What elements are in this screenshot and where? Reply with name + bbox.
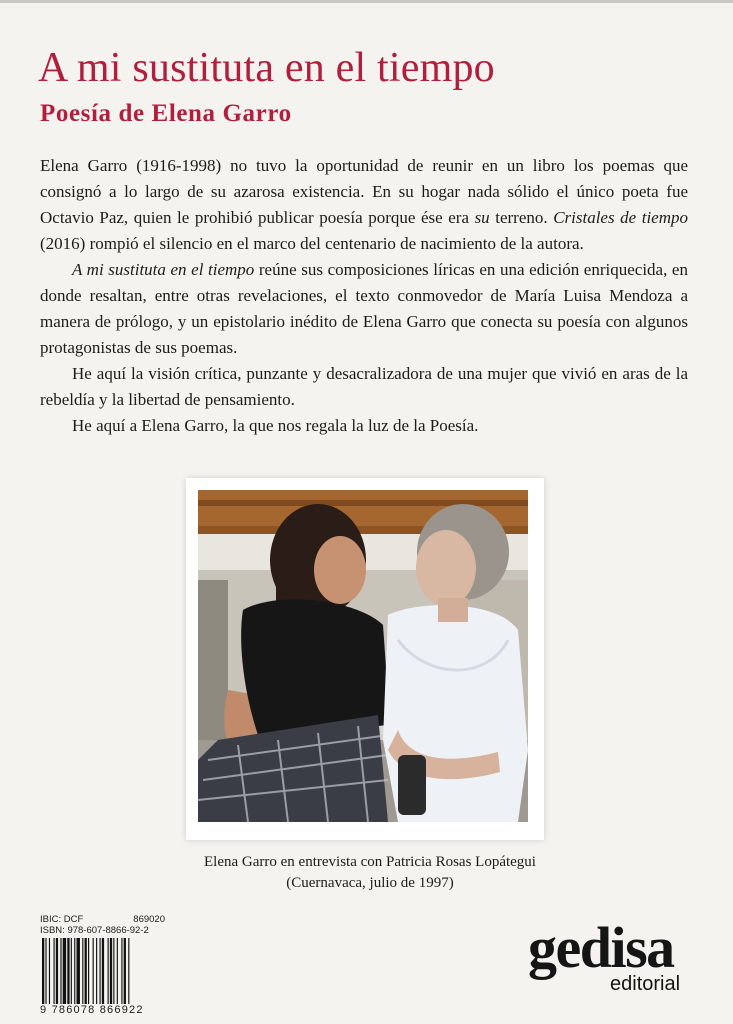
photo-caption (150, 852, 590, 894)
blurb-paragraph-2: A mi sustituta en el tiempo reúne sus composiciones líricas en una edición enriquecida, en donde resaltan, entre otras revelaciones, el texto conmovedor de María Luisa Mendoza a manera de prólogo, y un epistolario inédito de Elena Garro que conecta su poesía con algunos protagonistas de sus poemas. (40, 260, 688, 357)
author-photo (198, 490, 528, 822)
ibic-label: IBIC: DCF (40, 914, 84, 925)
publisher-subtitle: editorial (610, 973, 681, 995)
blurb-paragraph-1: Elena Garro (1916-1998) no tuvo la oportunidad de reunir en un libro los poemas que consignó a lo largo de su azarosa existencia. En su hogar nada sólido el único poeta fue Octavio Paz, quien le prohibió publicar poesía porque ése era su terreno. Cristales de tiempo (2016) rompió el silencio en el marco del centenario de nacimiento de la autora. (40, 156, 689, 253)
barcode-digits: 9 786078 866922 (40, 1004, 144, 1016)
blurb-paragraph-3: He aquí la visión crítica, punzante y desacralizadora de una mujer que vivió en aras de la rebeldía y la libertad de pensamiento. (40, 364, 688, 409)
caption-line-1: Elena Garro en entrevista con Patricia Rosas Lopátegui (204, 854, 536, 870)
blurb-paragraph-4: He aquí a Elena Garro, la que nos regala la luz de la Poesía. (72, 416, 479, 435)
top-edge (0, 0, 733, 3)
book-title: A mi sustituta en el tiempo (38, 45, 495, 91)
book-subtitle: Poesía de Elena Garro (40, 100, 292, 127)
barcode-icon (40, 938, 165, 1004)
caption-line-2: (Cuernavaca, julio de 1997) (286, 875, 454, 891)
publisher-logo: gedisa (528, 915, 674, 980)
blurb-text (40, 153, 688, 439)
ibic-code: 869020 (133, 914, 165, 925)
isbn-text: ISBN: 978-607-8866-92-2 (40, 925, 149, 936)
photo-frame (186, 478, 544, 840)
book-codes (40, 914, 165, 936)
ibic-row (40, 914, 165, 925)
